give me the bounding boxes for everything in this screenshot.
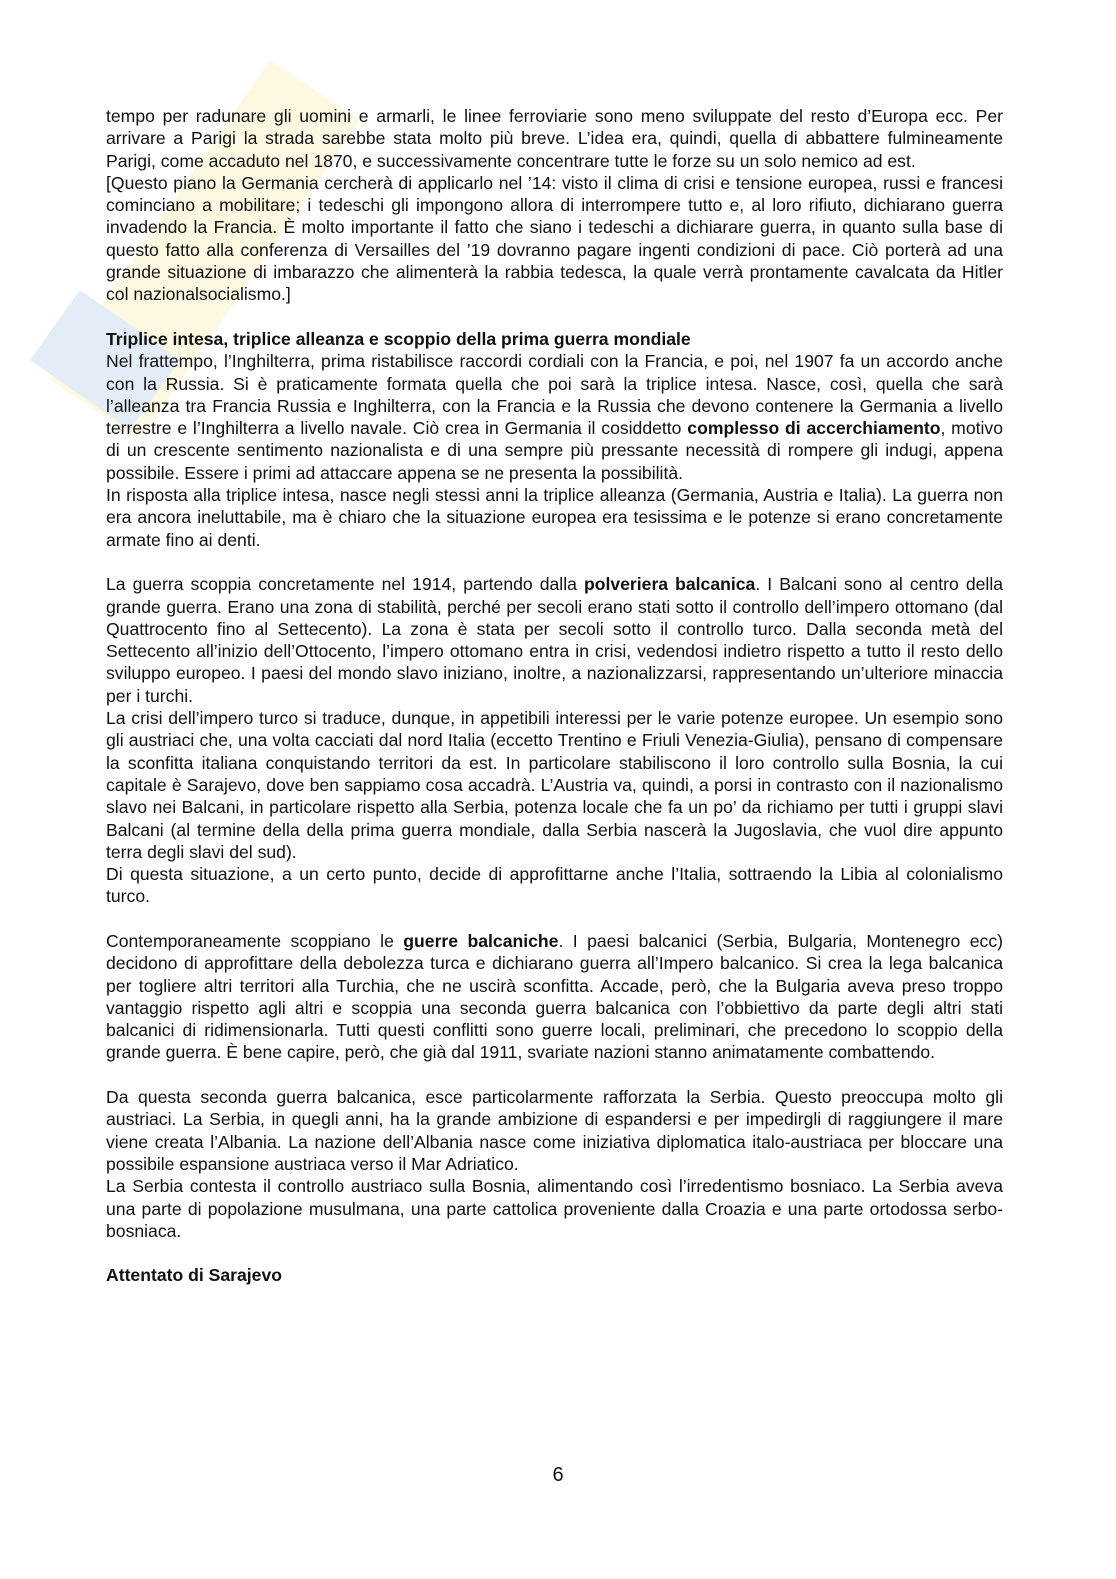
paragraph: Da questa seconda guerra balcanica, esce particolarmente rafforzata la Serbia. Questo preoccupa molto gli austriaci. La Serbia, in quegli anni, ha la grande ambizione di espandersi e per impedirgli di raggiungere il mare viene creata l’Albania. La nazione dell’Albania nasce come iniziativa diplomatica italo-austriaca per bloccare una possibile espansione austriaca verso il Mar Adriatico. [106, 1087, 1003, 1174]
paragraph: [Questo piano la Germania cercherà di applicarlo nel ’14: visto il clima di crisi e tensione europea, russi e francesi cominciano a mobilitare; i tedeschi gli impongono allora di interrompere tutto e, al loro rifiuto, dichiarano guerra invadendo la Francia. È molto importante il fatto che siano i tedeschi a dichiarare guerra, in quanto sulla base di questo fatto alla conferenza di Versailles del ’19 dovranno pagare ingenti condizioni di pace. Ciò porterà ad una grande situazione di imbarazzo che alimenterà la rabbia tedesca, la quale verrà prontamente cavalcata da Hitler col nazionalsocialismo.] [106, 172, 1003, 305]
paragraph: La guerra scoppia concretamente nel 1914, partendo dalla polveriera balcanica. I Balcani sono al centro della grande guerra. Erano una zona di stabilità, perché per secoli erano stati sotto il controllo dell’impero ottomano (dal Quattrocento fino al Settecento). La zona è stata per secoli sotto il controllo turco. Dalla seconda metà del Settecento all’inizio dell’Ottocento, l’impero ottomano entra in crisi, vedendosi indietro rispetto a tutto il resto dello sviluppo europeo. I paesi del mondo slavo iniziano, inoltre, a nazionalizzarsi, rappresentando un’ulteriore minaccia per i turchi. [106, 574, 1004, 706]
section-heading: Attentato di Sarajevo [106, 1265, 282, 1286]
paragraph: tempo per radunare gli uomini e armarli, le linee ferroviarie sono meno sviluppate del resto d’Europa ecc. Per arrivare a Parigi la strada sarebbe stata molto più breve. L’idea era, quindi, quella di abbattere fulmineamente Parigi, come accaduto nel 1870, e successivamente concentrare tutte le forze su un solo nemico ad est. [106, 106, 1003, 171]
paragraph: La Serbia contesta il controllo austriaco sulla Bosnia, alimentando così l’irredentismo bosniaco. La Serbia aveva una parte di popolazione musulmana, una parte cattolica proveniente dalla Croazia e una parte ortodossa serbo-bosniaca. [106, 1176, 1003, 1241]
paragraph: Di questa situazione, a un certo punto, decide di approfittarne anche l’Italia, sottraendo la Libia al colonialismo turco. [106, 864, 1003, 907]
paragraph: Contemporaneamente scoppiano le guerre balcaniche. I paesi balcanici (Serbia, Bulgaria, Montenegro ecc) decidono di approfittare della debolezza turca e dichiarano guerra all’Impero balcanico. Si crea la lega balcanica per togliere altri territori alla Turchia, che ne uscirà sconfitta. Accade, però, che la Bulgaria aveva preso troppo vantaggio rispetto agli altri e scoppia una seconda guerra balcanica con l’obbiettivo da parte degli altri stati balcanici di ridimensionarla. Tutti questi conflitti sono guerre locali, preliminari, che precedono lo scoppio della grande guerra. È bene capire, però, che già dal 1911, svariate nazioni stanno animatamente combattendo. [106, 930, 1003, 1063]
bold-term: polveriera balcanica [583, 574, 756, 595]
paragraph: Nel frattempo, l’Inghilterra, prima ristabilisce raccordi cordiali con la Francia, e poi, nel 1907 fa un accordo anche con la Russia. Si è praticamente formata quella che poi sarà la triplice intesa. Nasce, così, quella che sarà l’alleanza tra Francia Russia e Inghilterra, con la Francia e la Russia che devono contenere la Germania a livello terrestre e l’Inghilterra a livello navale. Ciò crea in Germania il cosiddetto complesso di accerchiamento, motivo di un crescente sentimento nazionalista e di una sempre più pressante necessità di rompere gli indugi, appena possibile. Essere i primi ad attaccare appena se ne presenta la possibilità. [106, 351, 1003, 483]
bold-term: guerre balcaniche [403, 930, 559, 951]
bold-term: complesso di accerchiamento [687, 418, 941, 439]
paragraph: La crisi dell’impero turco si traduce, dunque, in appetibili interessi per le varie potenze europee. Un esempio sono gli austriaci che, una volta cacciati dal nord Italia (eccetto Trentino e Friuli Venezia-Giulia), pensano di compensare la sconfitta italiana conquistando territori da est. In particolare stabiliscono il loro controllo sulla Bosnia, la cui capitale è Sarajevo, dove ben sappiamo cosa accadrà. L’Austria va, quindi, a porsi in contrasto con il nazionalismo slavo nei Balcani, in particolare rispetto alla Serbia, potenza locale che fa un po’ da richiamo per tutti i gruppi slavi Balcani (al termine della della prima guerra mondiale, dalla Serbia nascerà la Jugoslavia, che vuol dire appunto terra degli slavi del sud). [106, 708, 1003, 862]
section-heading: Triplice intesa, triplice alleanza e scoppio della prima guerra mondiale [106, 328, 691, 349]
page-number: 6 [552, 1464, 564, 1486]
paragraph: In risposta alla triplice intesa, nasce negli stessi anni la triplice alleanza (Germania, Austria e Italia). La guerra non era ancora ineluttabile, ma è chiaro che la situazione europea era tesissima e le potenze si erano concretamente armate fino ai denti. [106, 485, 1003, 550]
document-body [106, 105, 1003, 1287]
